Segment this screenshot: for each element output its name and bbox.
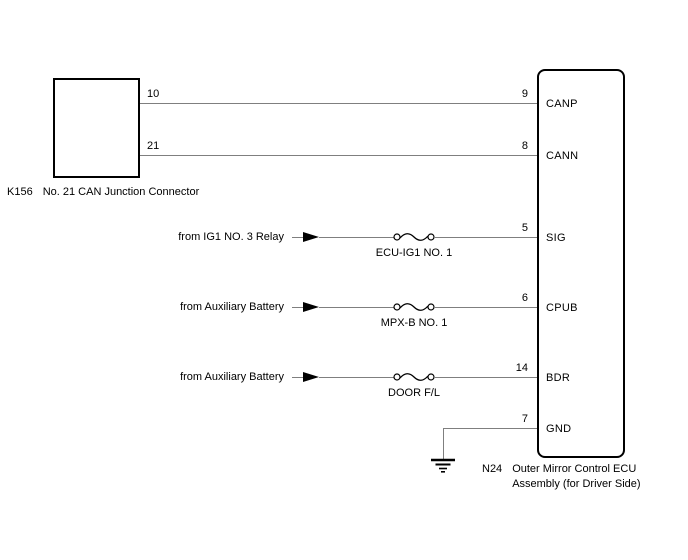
fuse-wavy-icon bbox=[392, 370, 436, 384]
pin-number-6: 6 bbox=[521, 292, 528, 304]
junction-code: K156 bbox=[7, 186, 33, 198]
pin-number-5: 5 bbox=[521, 222, 528, 234]
ecu-pin-label-bdr: BDR bbox=[546, 372, 571, 384]
pin-number-14: 14 bbox=[515, 362, 528, 374]
right-arrowhead-icon bbox=[303, 302, 319, 312]
fuse-wavy-icon bbox=[392, 300, 436, 314]
fuse-label-mpx-b: MPX-B NO. 1 bbox=[380, 317, 448, 329]
wire-canp bbox=[140, 103, 537, 104]
ecu-name-line1: Outer Mirror Control ECU bbox=[512, 463, 637, 475]
wire-cpub-a bbox=[319, 307, 395, 308]
pin-number-9: 9 bbox=[521, 88, 528, 100]
junction-name: No. 21 CAN Junction Connector bbox=[42, 186, 200, 198]
wire-sig-b bbox=[435, 237, 537, 238]
junction-connector-box bbox=[53, 78, 140, 178]
ecu-name-line2: Assembly (for Driver Side) bbox=[512, 478, 641, 490]
wire-cpub-b bbox=[435, 307, 537, 308]
wire-gnd-h bbox=[443, 428, 537, 429]
wire-cann bbox=[140, 155, 537, 156]
right-arrowhead-icon bbox=[303, 372, 319, 382]
pin-number-21: 21 bbox=[147, 140, 160, 152]
ecu-pin-label-cpub: CPUB bbox=[546, 302, 578, 314]
ecu-pin-label-cann: CANN bbox=[546, 150, 579, 162]
pin-number-10: 10 bbox=[147, 88, 160, 100]
ecu-code: N24 bbox=[482, 463, 503, 475]
fuse-wavy-icon bbox=[392, 230, 436, 244]
ecu-box bbox=[537, 69, 625, 458]
right-arrowhead-icon bbox=[303, 232, 319, 242]
fuse-label-door-fl: DOOR F/L bbox=[388, 387, 440, 399]
ecu-caption bbox=[482, 462, 641, 492]
wire-bdr-b bbox=[435, 377, 537, 378]
wire-bdr-a bbox=[319, 377, 395, 378]
ecu-pin-label-gnd: GND bbox=[546, 423, 572, 435]
earth-ground-icon bbox=[430, 458, 456, 474]
source-label-aux-battery-1: from Auxiliary Battery bbox=[180, 301, 284, 313]
ecu-pin-label-sig: SIG bbox=[546, 232, 566, 244]
ecu-name bbox=[512, 462, 640, 492]
fuse-label-ecu-ig1: ECU-IG1 NO. 1 bbox=[375, 247, 453, 259]
pin-number-7: 7 bbox=[521, 413, 528, 425]
ecu-pin-label-canp: CANP bbox=[546, 98, 578, 110]
wire-gnd-v bbox=[443, 428, 444, 459]
wire-sig-a bbox=[319, 237, 395, 238]
source-label-aux-battery-2: from Auxiliary Battery bbox=[180, 371, 284, 383]
junction-caption bbox=[7, 185, 199, 200]
pin-number-8: 8 bbox=[521, 140, 528, 152]
source-label-ig1-relay: from IG1 NO. 3 Relay bbox=[178, 231, 284, 243]
